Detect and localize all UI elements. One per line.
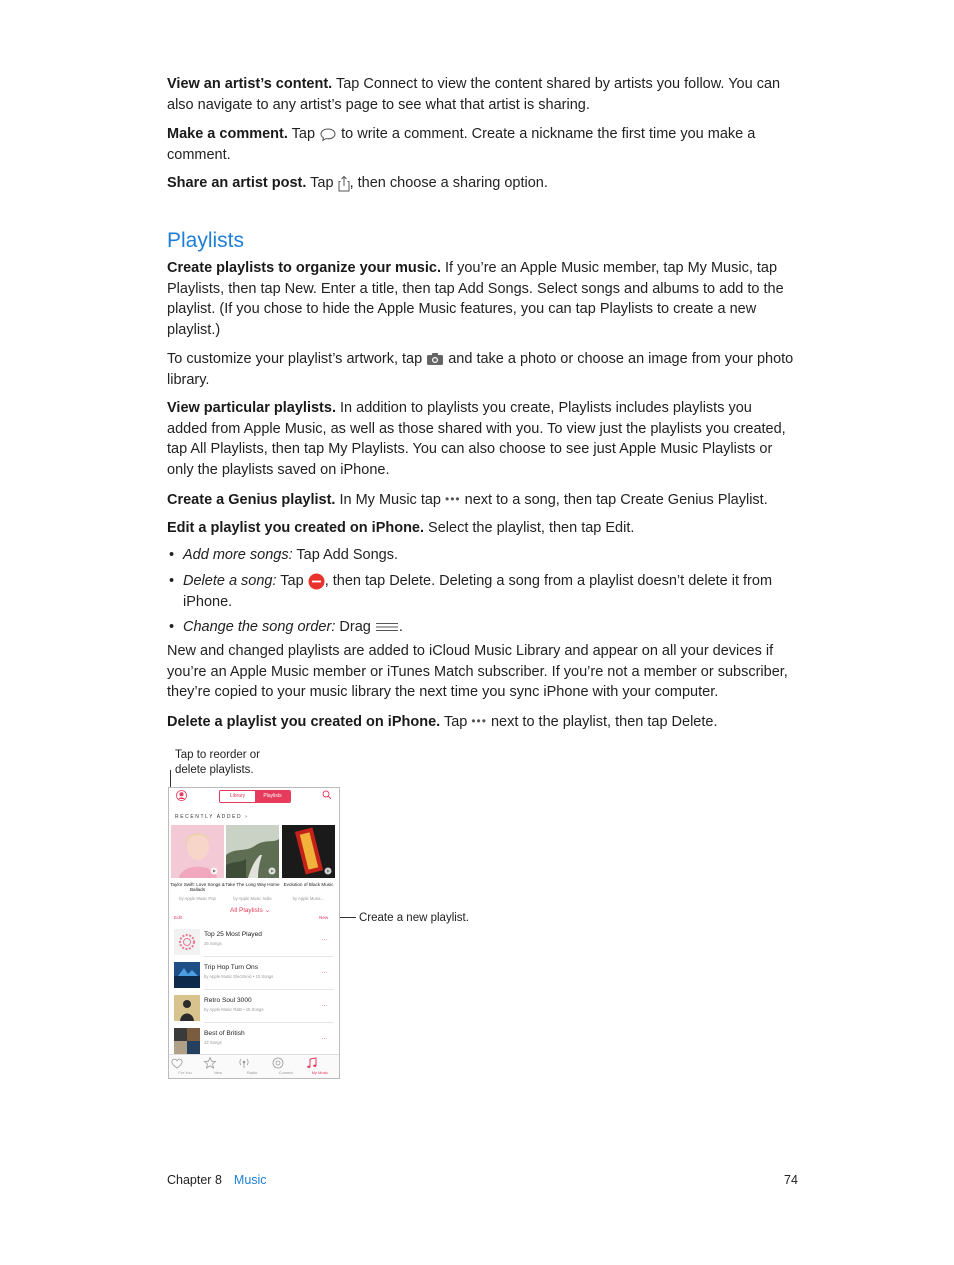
album-cover-evolution-black-music[interactable] — [282, 825, 335, 878]
phone-screenshot — [168, 787, 340, 1079]
tab-playlists[interactable]: Playlists — [255, 791, 290, 802]
playlist-subtitle: 42 Songs — [204, 1040, 222, 1045]
more-icon: ••• — [471, 714, 487, 728]
page-number: 74 — [784, 1173, 798, 1187]
footer-chapter-link[interactable]: Music — [233, 1173, 267, 1187]
heart-icon — [170, 1056, 184, 1070]
more-icon[interactable]: ... — [321, 1002, 328, 1008]
playlist-artwork — [174, 1028, 200, 1054]
library-playlists-segment[interactable] — [219, 790, 291, 803]
playlist-artwork — [174, 995, 200, 1021]
gear-playlist-icon — [174, 929, 200, 955]
tab-radio[interactable]: Radio — [237, 1056, 267, 1075]
playlist-subtitle: 25 Songs — [204, 941, 222, 946]
bullet-delete-song: • Delete a song: Tap , then tap Delete. Deleting a song from a playlist doesn’t delete it from iPhone. — [169, 573, 773, 610]
new-playlist-button[interactable]: New — [319, 915, 329, 920]
playlist-row[interactable] — [174, 925, 334, 957]
edit-button[interactable]: Edit — [174, 915, 182, 920]
playlist-subtitle: by Apple Music Electronic • 10 Songs — [204, 974, 274, 979]
more-icon[interactable]: ... — [321, 969, 328, 975]
phone-top-bar — [169, 788, 339, 806]
bullet-add-songs: • Add more songs: Tap Add Songs. — [169, 547, 398, 563]
at-sign-icon — [271, 1056, 285, 1070]
chevron-right-icon: › — [245, 814, 249, 820]
comment-paragraph: Make a comment. Tap to write a comment. Create a nickname the first time you make a comment. — [167, 126, 756, 163]
view-playlists-paragraph: View particular playlists. In addition to playlists you create, Playlists includes playlists you added from Apple Music, as well as those shared with you. To view just the playlists you created, tap All Playlists, then tap My Playlists. You can also choose to see just Apple Music Playlists or only the playlists saved on iPhone. — [167, 400, 786, 479]
all-playlists-filter[interactable]: All Playlists ⌄ — [230, 907, 271, 914]
tab-new[interactable]: New — [203, 1056, 233, 1075]
tab-for-you[interactable]: For You — [170, 1056, 200, 1075]
share-icon — [338, 175, 350, 192]
tab-my-music[interactable]: My Music — [305, 1056, 335, 1075]
divider — [204, 1022, 334, 1023]
album-subtitle: by Apple Music Pop — [179, 896, 216, 901]
radio-icon — [237, 1056, 251, 1070]
delete-minus-icon — [308, 573, 325, 590]
playlist-row[interactable] — [174, 991, 334, 1023]
sync-paragraph: New and changed playlists are added to iCloud Music Library and appear on all your devices if you’re an Apple Music member or iTunes Match subscriber. If you’re not a member or subscriber, they’re copied to your music library the next time you sync iPhone with your computer. — [167, 643, 788, 701]
album-title: Taylor Swift: Love Songs & Ballads — [170, 882, 225, 892]
playlist-title: Retro Soul 3000 — [204, 997, 252, 1004]
tab-bar — [169, 1054, 339, 1079]
create-playlists-paragraph: Create playlists to organize your music. If you’re an Apple Music member, tap My Music, tap Playlists, then tap New. Enter a title, then tap Add Songs. Select songs and albums to add to the playlist. (If you chose to hide the Apple Music features, you can tap Playlists to create a new playlist.) — [167, 260, 784, 339]
more-icon[interactable]: ... — [321, 1035, 328, 1041]
comment-bubble-icon — [319, 127, 337, 142]
playlist-title: Top 25 Most Played — [204, 931, 262, 938]
album-cover-taylor-swift[interactable] — [171, 825, 224, 878]
bullet-song-order: • Change the song order: Drag . — [169, 619, 403, 635]
playlist-row[interactable] — [174, 958, 334, 990]
album-title: Evolution of Black Music — [283, 882, 334, 887]
album-title: Take The Long Way Home — [225, 882, 280, 887]
delete-playlist-paragraph: Delete a playlist you created on iPhone. Tap ••• next to the playlist, then tap Delete. — [167, 711, 795, 733]
recently-added-label[interactable]: RECENTLY ADDED › — [175, 814, 249, 820]
callout-reorder: Tap to reorder or delete playlists. — [175, 749, 261, 776]
search-icon[interactable] — [322, 790, 332, 800]
account-icon[interactable] — [176, 790, 187, 801]
chevron-down-icon: ⌄ — [264, 907, 271, 914]
more-icon[interactable]: ... — [321, 936, 328, 942]
playlists-heading: Playlists — [167, 229, 245, 252]
edit-paragraph: Edit a playlist you created on iPhone. Select the playlist, then tap Edit. — [167, 520, 635, 536]
playlist-artwork — [174, 962, 200, 988]
tab-library[interactable]: Library — [220, 791, 255, 802]
reorder-handle-icon — [375, 622, 399, 632]
album-cover-long-way-home[interactable] — [226, 825, 279, 878]
divider — [204, 989, 334, 990]
camera-icon — [426, 352, 444, 366]
artwork-paragraph: To customize your playlist’s artwork, tap and take a photo or choose an image from your photo library. — [167, 351, 794, 388]
divider — [204, 956, 334, 957]
tab-connect[interactable]: Connect — [271, 1056, 301, 1075]
playlist-title: Trip Hop Turn Ons — [204, 964, 258, 971]
playlist-title: Best of British — [204, 1030, 245, 1037]
callout-new-playlist: Create a new playlist. — [359, 912, 469, 924]
artist-content-paragraph: View an artist’s content. Tap Connect to view the content shared by artists you follow. You can also navigate to any artist’s page to see what that artist is sharing. — [167, 76, 781, 113]
playlist-row[interactable] — [174, 1024, 334, 1056]
playlist-subtitle: by Apple Music R&B • 15 Songs — [204, 1007, 264, 1012]
star-icon — [203, 1056, 217, 1070]
footer-chapter: Chapter 8 Music — [167, 1173, 267, 1187]
music-note-icon — [305, 1056, 319, 1070]
album-subtitle: by Apple Music... — [292, 896, 325, 901]
share-paragraph: Share an artist post. Tap , then choose a sharing option. — [167, 175, 548, 191]
genius-paragraph: Create a Genius playlist. In My Music tap ••• next to a song, then tap Create Genius Playlist. — [167, 489, 795, 511]
album-subtitle: by Apple Music Indie — [233, 896, 272, 901]
more-icon: ••• — [445, 492, 461, 506]
